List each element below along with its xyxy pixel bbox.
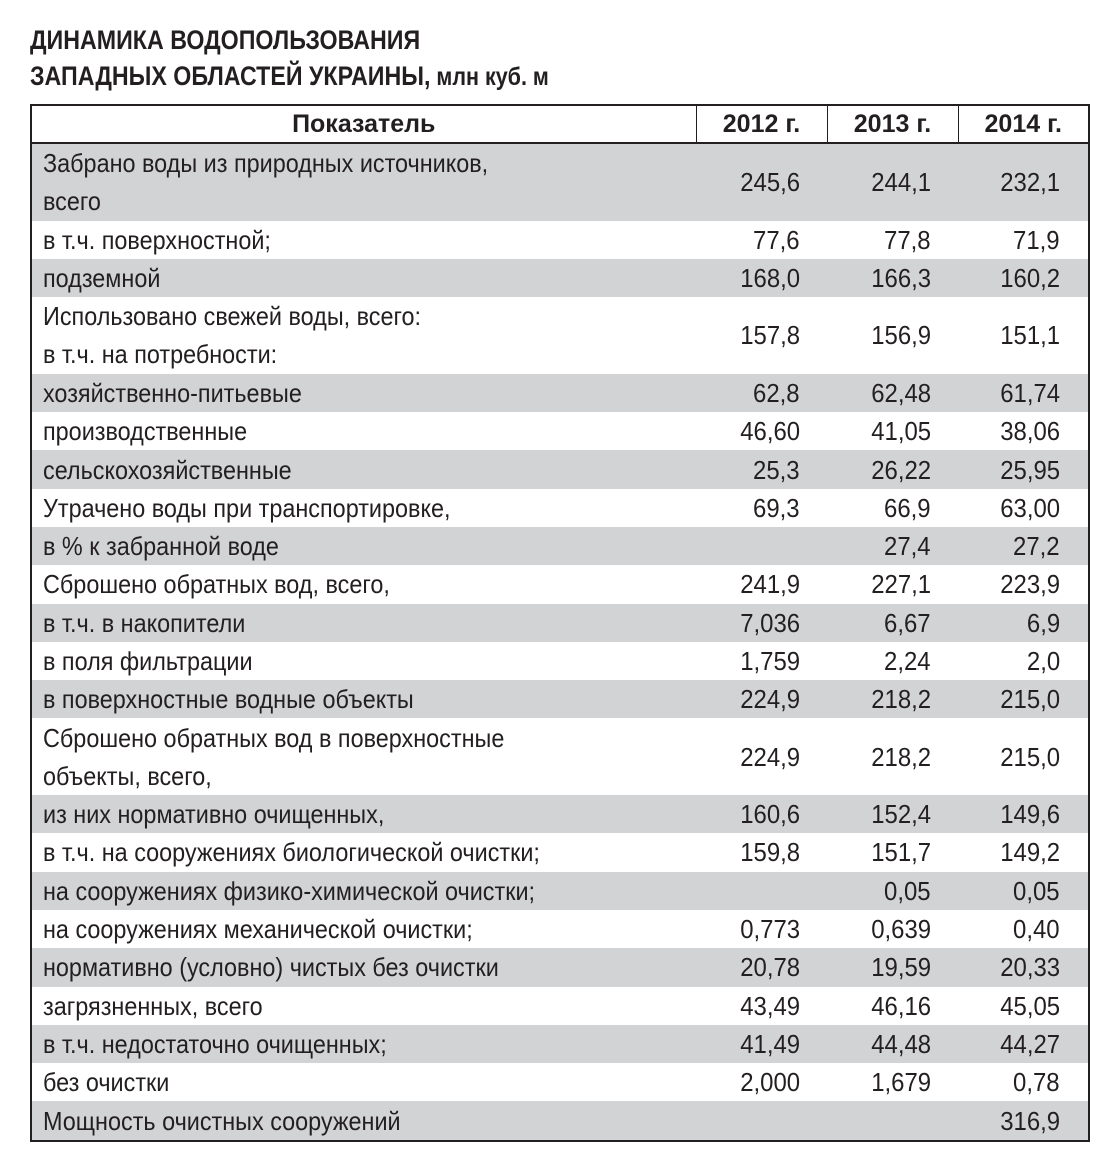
value-2014 (958, 987, 1089, 1025)
value-2012 (696, 297, 827, 374)
water-use-table (30, 104, 1090, 1142)
row-label-line: Забрано воды из природных источников, (43, 148, 489, 179)
value-text: 20,78 (740, 952, 800, 983)
title-line-1: ДИНАМИКА ВОДОПОЛЬЗОВАНИЯ (30, 25, 421, 55)
row-label-line: Мощность очистных сооружений (43, 1105, 401, 1136)
header-indicator: Показатель (31, 105, 696, 143)
value-2014 (958, 604, 1089, 642)
value-text: 46,16 (871, 990, 931, 1021)
row-label-line: в % к забранной воде (43, 531, 279, 562)
value-text: 159,8 (740, 837, 800, 868)
value-text: 2,0 (1026, 646, 1060, 676)
value-2014 (958, 833, 1089, 871)
value-text: 152,4 (871, 799, 931, 830)
value-text: 215,0 (1000, 684, 1060, 715)
row-label-line: Утрачено воды при транспортировке, (43, 492, 451, 523)
value-2012 (696, 795, 827, 833)
row-label (31, 527, 696, 565)
value-2012 (696, 910, 827, 948)
value-text: 45,05 (1000, 990, 1060, 1021)
value-2014 (958, 872, 1089, 910)
value-text: 27,2 (1013, 531, 1060, 562)
row-label (31, 833, 696, 871)
value-2013 (827, 795, 958, 833)
value-text: 218,2 (871, 684, 931, 715)
value-2014 (958, 1025, 1089, 1063)
row-label (31, 642, 696, 680)
table-row (31, 987, 1089, 1025)
value-2013 (827, 297, 958, 374)
table-row (31, 680, 1089, 718)
row-label (31, 143, 696, 221)
table-row (31, 642, 1089, 680)
value-2012 (696, 450, 827, 488)
value-2012 (696, 872, 827, 910)
row-label (31, 910, 696, 948)
value-text: 20,33 (1000, 952, 1060, 983)
table-row (31, 1025, 1089, 1063)
row-label (31, 489, 696, 527)
table-title (30, 22, 549, 95)
value-text: 168,0 (740, 263, 800, 294)
value-2012 (696, 1101, 827, 1140)
row-label-line: в т.ч. на сооружениях биологической очистки; (43, 837, 540, 868)
row-label (31, 872, 696, 910)
table-row (31, 948, 1089, 986)
row-label-line: загрязненных, всего (43, 990, 263, 1021)
row-label (31, 795, 696, 833)
row-label-line: нормативно (условно) чистых без очистки (43, 952, 499, 983)
value-text: 151,7 (871, 837, 931, 868)
table-row (31, 1101, 1089, 1140)
value-2012 (696, 604, 827, 642)
value-text: 41,05 (871, 416, 931, 447)
value-text: 26,22 (871, 454, 931, 485)
value-text: 2,24 (884, 646, 931, 676)
value-2012 (696, 565, 827, 603)
table-row (31, 872, 1089, 910)
value-text: 0,05 (1013, 875, 1060, 906)
value-2012 (696, 489, 827, 527)
table-row (31, 1063, 1089, 1101)
table-row (31, 412, 1089, 450)
value-text: 2,000 (740, 1067, 800, 1098)
value-text: 241,9 (740, 569, 800, 600)
value-2013 (827, 680, 958, 718)
header-row (31, 105, 1089, 143)
value-2014 (958, 1101, 1089, 1140)
value-text: 0,639 (871, 914, 931, 945)
row-label (31, 948, 696, 986)
value-text: 46,60 (740, 416, 800, 447)
value-2014 (958, 374, 1089, 412)
row-label (31, 718, 696, 795)
value-text: 215,0 (1000, 741, 1060, 772)
row-label-line: подземной (43, 263, 161, 294)
table-row (31, 259, 1089, 297)
value-2013 (827, 374, 958, 412)
value-2012 (696, 259, 827, 297)
title-line-2 (30, 58, 549, 95)
row-label (31, 565, 696, 603)
value-2012 (696, 374, 827, 412)
value-2013 (827, 604, 958, 642)
value-text: 0,40 (1013, 914, 1060, 945)
value-2013 (827, 948, 958, 986)
value-2013 (827, 718, 958, 795)
value-2013 (827, 412, 958, 450)
value-text: 27,4 (884, 531, 931, 562)
value-text: 63,00 (1000, 492, 1060, 523)
row-label-line: на сооружениях физико-химической очистки; (43, 875, 536, 906)
value-2014 (958, 412, 1089, 450)
value-2014 (958, 1063, 1089, 1101)
value-2013 (827, 489, 958, 527)
value-text: 166,3 (871, 263, 931, 294)
value-text: 1,679 (871, 1067, 931, 1098)
table-row (31, 450, 1089, 488)
value-2012 (696, 1063, 827, 1101)
value-2012 (696, 987, 827, 1025)
row-label (31, 221, 696, 259)
value-text: 19,59 (871, 952, 931, 983)
value-2013 (827, 143, 958, 221)
row-label (31, 259, 696, 297)
value-text: 66,9 (884, 492, 931, 523)
row-label-line: без очистки (43, 1067, 170, 1098)
title-line-2-main: ЗАПАДНЫХ ОБЛАСТЕЙ УКРАИНЫ, (30, 61, 431, 91)
value-text: 43,49 (740, 990, 800, 1021)
table-row (31, 221, 1089, 259)
value-text: 157,8 (740, 320, 800, 351)
value-text: 62,48 (871, 377, 931, 408)
value-text: 77,6 (753, 224, 800, 255)
value-text: 149,2 (1000, 837, 1060, 868)
value-2014 (958, 642, 1089, 680)
value-2012 (696, 143, 827, 221)
value-2013 (827, 642, 958, 680)
value-text: 149,6 (1000, 799, 1060, 830)
value-text: 6,67 (884, 607, 931, 638)
value-2013 (827, 833, 958, 871)
value-text: 218,2 (871, 741, 931, 772)
value-text: 62,8 (753, 377, 800, 408)
table-row (31, 489, 1089, 527)
value-2014 (958, 527, 1089, 565)
table-body (31, 143, 1089, 1141)
value-text: 25,95 (1000, 454, 1060, 485)
value-text: 160,6 (740, 799, 800, 830)
value-2014 (958, 143, 1089, 221)
value-2012 (696, 642, 827, 680)
value-text: 156,9 (871, 320, 931, 351)
header-2014: 2014 г. (958, 105, 1089, 143)
value-text: 224,9 (740, 684, 800, 715)
value-text: 38,06 (1000, 416, 1060, 447)
header-2013: 2013 г. (827, 105, 958, 143)
row-label (31, 1063, 696, 1101)
table-row (31, 718, 1089, 795)
value-2014 (958, 795, 1089, 833)
value-text: 245,6 (740, 167, 800, 198)
value-2014 (958, 450, 1089, 488)
table-row (31, 565, 1089, 603)
value-2012 (696, 527, 827, 565)
value-2014 (958, 910, 1089, 948)
row-label-line: производственные (43, 416, 248, 447)
row-label-line: Использовано свежей воды, всего: (43, 301, 422, 332)
value-text: 69,3 (753, 492, 800, 523)
value-text: 41,49 (740, 1028, 800, 1059)
row-label (31, 412, 696, 450)
value-2014 (958, 259, 1089, 297)
value-2014 (958, 221, 1089, 259)
row-label-line: хозяйственно-питьевые (43, 377, 302, 408)
value-text: 71,9 (1013, 224, 1060, 255)
table-row (31, 143, 1089, 221)
value-2012 (696, 221, 827, 259)
value-2014 (958, 489, 1089, 527)
value-text: 223,9 (1000, 569, 1060, 600)
row-label-line: в т.ч. в накопители (43, 607, 246, 638)
value-text: 0,773 (740, 914, 800, 945)
value-text: 0,78 (1013, 1067, 1060, 1098)
value-2012 (696, 718, 827, 795)
row-label (31, 1101, 696, 1140)
value-text: 160,2 (1000, 263, 1060, 294)
table-row (31, 833, 1089, 871)
row-label-line: всего (43, 186, 101, 217)
value-2013 (827, 872, 958, 910)
value-2014 (958, 718, 1089, 795)
value-2014 (958, 680, 1089, 718)
value-text: 44,48 (871, 1028, 931, 1059)
value-text: 0,05 (884, 875, 931, 906)
row-label-line: из них нормативно очищенных, (43, 799, 385, 830)
value-2014 (958, 565, 1089, 603)
row-label-line: Сброшено обратных вод в поверхностные (43, 722, 505, 753)
value-text: 224,9 (740, 741, 800, 772)
row-label (31, 604, 696, 642)
row-label-line: сельскохозяйственные (43, 454, 292, 485)
value-text: 244,1 (871, 167, 931, 198)
table-row (31, 910, 1089, 948)
row-label-line: объекты, всего, (43, 760, 212, 791)
value-2012 (696, 833, 827, 871)
header-2012: 2012 г. (696, 105, 827, 143)
value-2013 (827, 259, 958, 297)
value-text: 6,9 (1026, 607, 1060, 638)
value-text: 61,74 (1000, 377, 1060, 408)
row-label (31, 1025, 696, 1063)
row-label (31, 374, 696, 412)
row-label-line: Сброшено обратных вод, всего, (43, 569, 390, 600)
row-label (31, 297, 696, 374)
row-label-line: на сооружениях механической очистки; (43, 914, 473, 945)
value-2012 (696, 412, 827, 450)
table-row (31, 527, 1089, 565)
value-2012 (696, 948, 827, 986)
value-2012 (696, 680, 827, 718)
row-label-line: в т.ч. на потребности: (43, 339, 278, 370)
value-2013 (827, 565, 958, 603)
title-unit: млн куб. м (430, 63, 549, 91)
row-label (31, 680, 696, 718)
table-row (31, 374, 1089, 412)
row-label (31, 450, 696, 488)
table-row (31, 795, 1089, 833)
value-2013 (827, 987, 958, 1025)
value-2014 (958, 948, 1089, 986)
value-text: 316,9 (1000, 1105, 1060, 1136)
row-label-line: в поля фильтрации (43, 646, 253, 676)
value-text: 151,1 (1000, 320, 1060, 351)
row-label-line: в поверхностные водные объекты (43, 684, 414, 715)
value-2013 (827, 1063, 958, 1101)
value-text: 25,3 (753, 454, 800, 485)
value-text: 44,27 (1000, 1028, 1060, 1059)
value-text: 7,036 (740, 607, 800, 638)
value-2013 (827, 450, 958, 488)
row-label-line: в т.ч. недостаточно очищенных; (43, 1028, 387, 1059)
value-text: 1,759 (740, 646, 800, 676)
table-row (31, 604, 1089, 642)
value-2014 (958, 297, 1089, 374)
row-label (31, 987, 696, 1025)
value-2013 (827, 527, 958, 565)
value-2012 (696, 1025, 827, 1063)
row-label-line: в т.ч. поверхностной; (43, 224, 271, 255)
value-2013 (827, 1025, 958, 1063)
value-2013 (827, 221, 958, 259)
table-row (31, 297, 1089, 374)
value-text: 77,8 (884, 224, 931, 255)
value-text: 227,1 (871, 569, 931, 600)
value-text: 232,1 (1000, 167, 1060, 198)
value-2013 (827, 1101, 958, 1140)
value-2013 (827, 910, 958, 948)
